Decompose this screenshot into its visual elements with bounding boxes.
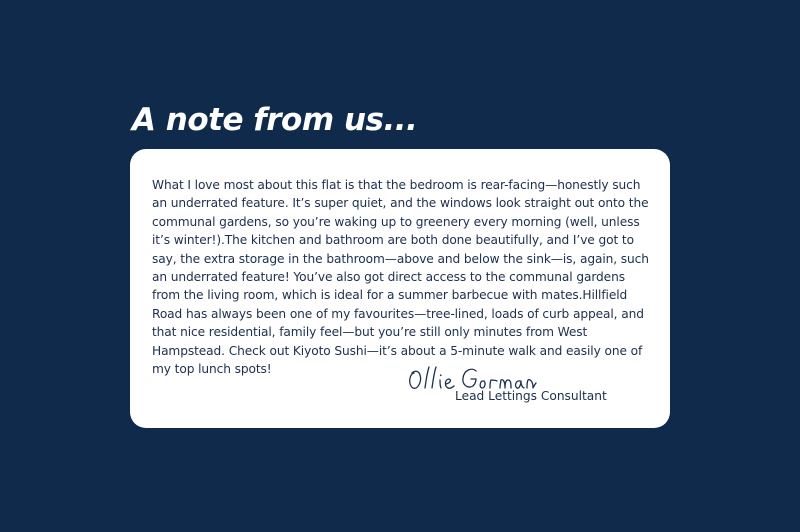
page-heading: A note from us... (132, 102, 418, 138)
note-body-text: What I love most about this flat is that the bedroom is rear-facing—honestly such an underrated feature. It’s super quiet, and the windows look straight out onto the communal gardens, so you’re waking up to greenery every morning (well, unless it’s winter!).The kitchen and bathroom are both done beautifully, and I’ve got to say, the extra storage in the bathroom—above and below the sink—is, again, such an underrated feature! You’ve also got direct access to the communal gardens from the living room, which is ideal for a summer barbecue with mates.Hillfield Road has always been one of my favourites—tree-lined, loads of curb appeal, and that nice residential, family feel—but you’re still only minutes from West Hampstead. Check out Kiyoto Sushi—it’s about a 5-minute walk and easily one of my top lunch spots! (152, 178, 649, 377)
signature-name: Ollie Gorman (406, 359, 413, 360)
signature-title: Lead Lettings Consultant (455, 389, 607, 403)
note-card (130, 149, 670, 428)
